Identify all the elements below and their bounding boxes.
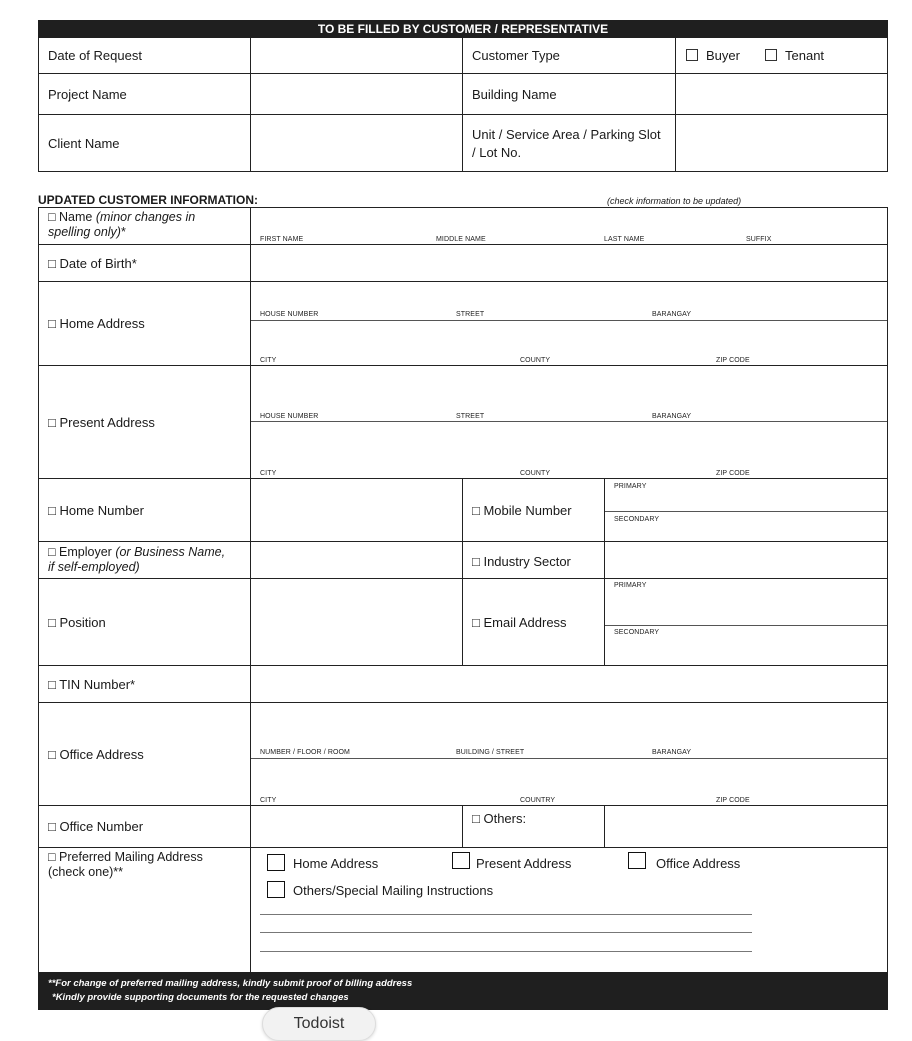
- tin-number-field[interactable]: [251, 666, 887, 702]
- email-primary-field[interactable]: [605, 579, 887, 625]
- mobile-primary-sublabel: PRIMARY: [614, 483, 647, 490]
- preferred-mailing-label: □ Preferred Mailing Address (check one)**: [48, 850, 203, 879]
- email-address-label: □ Email Address: [472, 615, 567, 630]
- last-name-sublabel: LAST NAME: [604, 236, 645, 243]
- unit-label-line1: Unit / Service Area / Parking Slot: [472, 127, 661, 142]
- home-zip-sublabel: ZIP CODE: [716, 357, 750, 364]
- footer-note-1: **For change of preferred mailing address, kindly submit proof of billing address: [48, 978, 413, 989]
- todoist-overlay-pill[interactable]: [262, 1007, 376, 1041]
- home-house-number-sublabel: HOUSE NUMBER: [260, 311, 319, 318]
- mailing-others-checkbox[interactable]: [267, 881, 285, 898]
- present-house-number-sublabel: HOUSE NUMBER: [260, 413, 319, 420]
- first-name-sublabel: FIRST NAME: [260, 236, 304, 243]
- position-label: □ Position: [48, 615, 106, 630]
- position-field[interactable]: [251, 579, 462, 665]
- footer-note-2: *Kindly provide supporting documents for the requested changes: [52, 992, 349, 1003]
- name-label: □ Name (minor changes in spelling only)*: [48, 210, 196, 239]
- present-address-field[interactable]: [251, 366, 887, 478]
- home-barangay-sublabel: BARANGAY: [652, 311, 692, 318]
- mobile-secondary-sublabel: SECONDARY: [614, 516, 660, 523]
- mailing-home-checkbox[interactable]: [267, 854, 285, 871]
- instruction-line: [260, 914, 752, 915]
- buyer-label: Buyer: [706, 48, 740, 63]
- home-county-sublabel: COUNTY: [520, 357, 551, 364]
- office-country-sublabel: COUNTRY: [520, 797, 556, 804]
- date-of-request-label: Date of Request: [48, 48, 142, 63]
- office-city-sublabel: CITY: [260, 797, 277, 804]
- present-zip-sublabel: ZIP CODE: [716, 470, 750, 477]
- office-number-field[interactable]: [251, 806, 462, 847]
- tenant-label: Tenant: [785, 48, 825, 63]
- mailing-instructions-field[interactable]: [260, 905, 752, 955]
- email-secondary-sublabel: SECONDARY: [614, 629, 660, 636]
- date-of-request-field[interactable]: [251, 39, 462, 73]
- client-name-field[interactable]: [251, 115, 462, 171]
- home-street-sublabel: STREET: [456, 311, 485, 318]
- present-city-sublabel: CITY: [260, 470, 277, 477]
- industry-sector-label: □ Industry Sector: [472, 554, 571, 569]
- office-number-floor-room-sublabel: NUMBER / FLOOR / ROOM: [260, 749, 350, 756]
- todoist-overlay-text: Todoist: [293, 1015, 345, 1032]
- dob-field[interactable]: [251, 245, 887, 281]
- industry-sector-field[interactable]: [605, 542, 887, 578]
- section-note: (check information to be updated): [607, 196, 742, 206]
- name-field[interactable]: [251, 208, 887, 244]
- present-street-sublabel: STREET: [456, 413, 485, 420]
- mailing-present-checkbox[interactable]: [452, 852, 470, 869]
- employer-label: □ Employer (or Business Name, if self-employed): [48, 545, 226, 574]
- building-name-field[interactable]: [676, 74, 887, 114]
- home-city-sublabel: CITY: [260, 357, 277, 364]
- instruction-line: [260, 951, 752, 952]
- top-header-bar: [38, 20, 888, 38]
- office-barangay-sublabel: BARANGAY: [652, 749, 692, 756]
- buyer-checkbox[interactable]: [686, 49, 698, 61]
- mailing-home-label: Home Address: [293, 856, 379, 871]
- building-name-label: Building Name: [472, 87, 557, 102]
- mobile-number-label: □ Mobile Number: [472, 503, 572, 518]
- suffix-sublabel: SUFFIX: [746, 236, 772, 243]
- office-number-label: □ Office Number: [48, 819, 144, 834]
- others-field[interactable]: [605, 806, 887, 847]
- customer-type-label: Customer Type: [472, 48, 560, 63]
- office-zip-sublabel: ZIP CODE: [716, 797, 750, 804]
- home-address-field[interactable]: [251, 282, 887, 365]
- others-label: □ Others:: [472, 811, 527, 826]
- office-building-street-sublabel: BUILDING / STREET: [456, 749, 525, 756]
- tenant-checkbox[interactable]: [765, 49, 777, 61]
- project-name-field[interactable]: [251, 74, 462, 114]
- top-header-text: TO BE FILLED BY CUSTOMER / REPRESENTATIVE: [317, 22, 609, 36]
- instruction-line: [260, 932, 752, 933]
- dob-label: □ Date of Birth*: [48, 256, 137, 271]
- employer-field[interactable]: [251, 542, 462, 578]
- mailing-present-label: Present Address: [476, 856, 572, 871]
- section-title: UPDATED CUSTOMER INFORMATION:: [38, 193, 258, 207]
- unit-label-line2: / Lot No.: [472, 145, 522, 160]
- office-address-label: □ Office Address: [48, 747, 144, 762]
- mailing-others-label: Others/Special Mailing Instructions: [293, 883, 494, 898]
- middle-name-sublabel: MIDDLE NAME: [436, 236, 486, 243]
- present-address-label: □ Present Address: [48, 415, 155, 430]
- footer-bar: [38, 972, 888, 1010]
- home-address-label: □ Home Address: [48, 316, 145, 331]
- home-number-field[interactable]: [251, 479, 462, 541]
- mailing-office-label: Office Address: [656, 856, 741, 871]
- project-name-label: Project Name: [48, 87, 127, 102]
- email-primary-sublabel: PRIMARY: [614, 582, 647, 589]
- present-county-sublabel: COUNTY: [520, 470, 551, 477]
- mailing-office-checkbox[interactable]: [628, 852, 646, 869]
- present-barangay-sublabel: BARANGAY: [652, 413, 692, 420]
- home-number-label: □ Home Number: [48, 503, 144, 518]
- mobile-primary-field[interactable]: [605, 479, 887, 511]
- tin-number-label: □ TIN Number*: [48, 677, 136, 692]
- unit-field[interactable]: [676, 115, 887, 171]
- client-name-label: Client Name: [48, 136, 120, 151]
